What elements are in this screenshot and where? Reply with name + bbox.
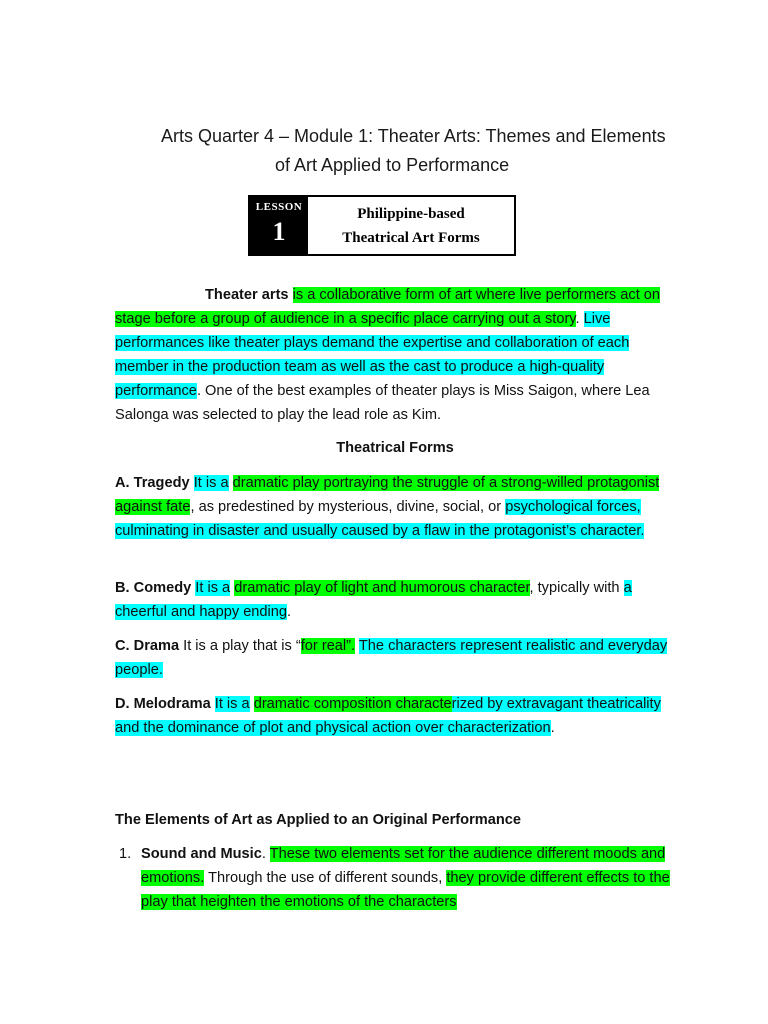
element-dot: . <box>261 846 266 862</box>
lesson-tab <box>250 197 308 254</box>
form-comedy <box>115 576 675 624</box>
list-number: 1. <box>119 846 132 862</box>
intro-paragraph <box>115 283 675 427</box>
highlight-cyan: Live performances like theater plays demand the expertise and collaboration of each member in the production team as well as the cast to produce a high-quality performance <box>115 311 630 399</box>
element-term: Sound and Music <box>141 846 262 862</box>
lesson-number: 1 <box>272 217 286 246</box>
form-text: , as predestined by mysterious, divine, social, or <box>190 499 502 515</box>
lesson-title-line-2: Theatrical Art Forms <box>342 229 480 246</box>
highlight-green: dramatic play of light and humorous character <box>234 580 530 596</box>
highlight-cyan: The characters represent realistic and everyday people. <box>115 638 668 678</box>
form-term: D. Melodrama <box>115 696 211 712</box>
form-text: It is a play that is “ <box>183 638 301 654</box>
module-title <box>0 122 768 180</box>
element-text: Through the use of different sounds, <box>208 870 443 886</box>
highlight-cyan: It is a <box>193 475 229 491</box>
list-item <box>115 842 675 914</box>
highlight-cyan: It is a <box>214 696 250 712</box>
module-title-line-1: Arts Quarter 4 – Module 1: Theater Arts: Themes and Elements <box>161 126 666 146</box>
form-term: B. Comedy <box>115 580 192 596</box>
form-end: . <box>550 720 555 736</box>
intro-term: Theater arts <box>205 287 289 303</box>
highlight-green: for real”. <box>300 638 356 654</box>
elements-heading: The Elements of Art as Applied to an Original Performance <box>115 812 522 828</box>
highlight-green: dramatic composition characte <box>253 696 452 712</box>
highlight-green: they provide different effects to the play that heighten the emotions of the characters <box>141 870 670 910</box>
highlight-cyan: rized by extravagant theatricality and the dominance of plot and physical action over characterization <box>115 696 661 736</box>
form-melodrama <box>115 692 675 740</box>
intro-rest: . One of the best examples of theater plays is Miss Saigon, where Lea Salonga was selected to play the lead role as Kim. <box>115 383 650 423</box>
module-title-line-2: of Art Applied to Performance <box>275 155 510 175</box>
form-drama <box>115 634 675 682</box>
highlight-cyan: psychological forces, culminating in disaster and usually caused by a flaw in the protagonist’s character. <box>115 499 645 539</box>
form-term: A. Tragedy <box>115 475 190 491</box>
highlight-green: These two elements set for the audience different moods and emotions. <box>141 846 666 886</box>
highlight-cyan: a cheerful and happy ending <box>115 580 632 620</box>
form-term: C. Drama <box>115 638 180 654</box>
lesson-title <box>308 197 514 254</box>
lesson-label: LESSON <box>255 201 303 213</box>
lesson-title-line-1: Philippine-based <box>357 205 465 222</box>
forms-heading: Theatrical Forms <box>336 440 454 456</box>
form-tragedy <box>115 471 675 543</box>
highlight-green: is a collaborative form of art where live performers act on stage before a group of audience in a specific place carrying out a story <box>115 287 661 327</box>
highlight-cyan: It is a <box>195 580 231 596</box>
form-text: , typically with <box>529 580 620 596</box>
form-end: . <box>287 604 292 620</box>
highlight-green: dramatic play portraying the struggle of a strong-willed protagonist against fate <box>115 475 660 515</box>
lesson-banner <box>248 195 516 256</box>
intro-dot: . <box>575 311 580 327</box>
